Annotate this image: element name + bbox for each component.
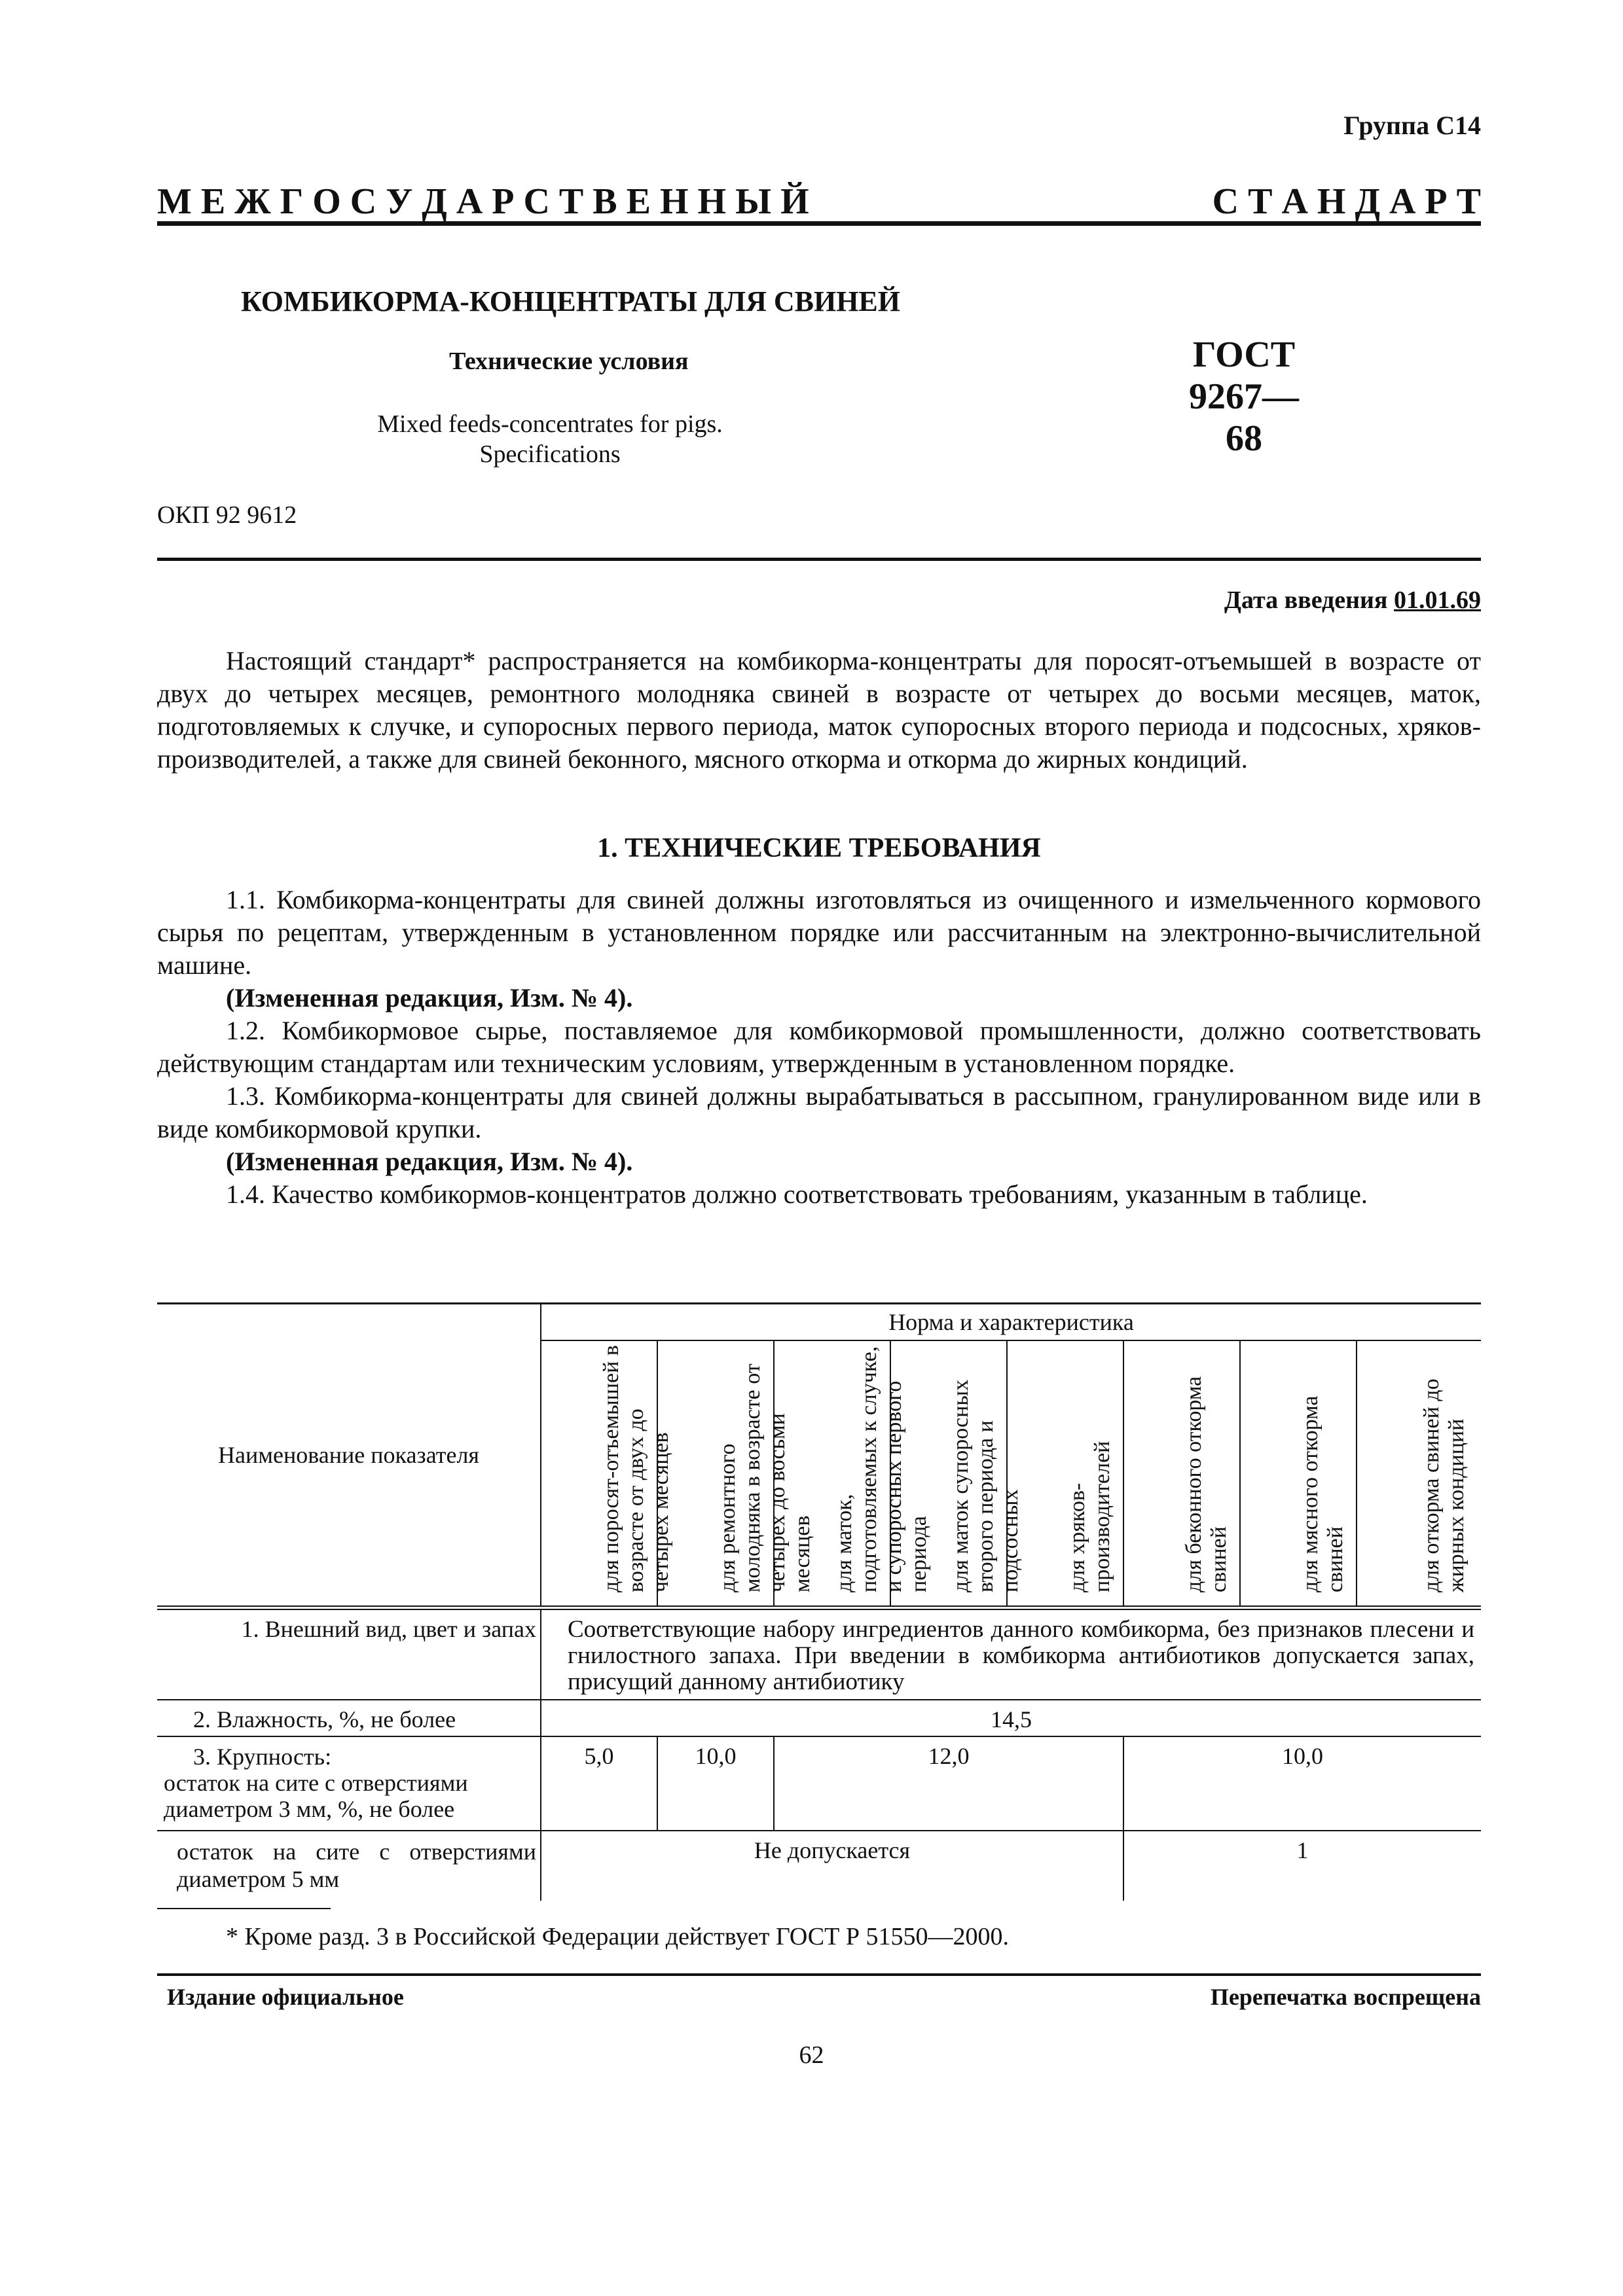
clause-1-1-note: (Измененная редакция, Изм. № 4). xyxy=(226,983,633,1013)
row-3-label-title: 3. Крупность: xyxy=(193,1744,332,1770)
row-3-value-4: 10,0 xyxy=(1123,1736,1481,1831)
clause-1-1: 1.1. Комбикорма-концентраты для свиней должны изготовляться из очищенного и измельченного кормового сырья по рецептам, утвержденным в установленном порядке или рассчитанным на электронно-вычислительной машине. xyxy=(157,885,1481,980)
clause-1-4: 1.4. Качество комбикормов-концентратов должно соответствовать требованиям, указанным в таблице. xyxy=(226,1179,1368,1209)
column-header-8 xyxy=(1357,1340,1481,1607)
banner-left: М Е Ж Г О С У Д А Р С Т В Е Н Н Ы Й xyxy=(157,181,809,222)
column-header-4 xyxy=(890,1340,1023,1607)
date-label: Дата введения xyxy=(1224,586,1394,614)
column-header-2-text: для ремонтного молодняка в возрасте от четырех до восьми месяцев xyxy=(716,1363,814,1592)
reprint-notice: Перепечатка воспрещена xyxy=(1210,1984,1481,2010)
introduction-date xyxy=(1224,586,1481,615)
indicator-header: Наименование показателя xyxy=(157,1304,541,1608)
column-header-1-text: для поросят-отъемышей в возрасте от двух до четырех месяцев xyxy=(599,1345,673,1592)
english-title-line2: Specifications xyxy=(479,440,621,468)
clause-1-3-note: (Измененная редакция, Изм. № 4). xyxy=(226,1147,633,1176)
page-number: 62 xyxy=(799,2041,824,2069)
gost-code: 9267—68 xyxy=(1189,376,1299,459)
row-3-value-1: 5,0 xyxy=(541,1736,657,1831)
clause-1-3: 1.3. Комбикорма-концентраты для свиней должны вырабатываться в рассыпном, гранулированном виде или в виде комбикормовой крупки. xyxy=(157,1081,1481,1143)
official-edition: Издание официальное xyxy=(167,1984,404,2010)
footnote: * Кроме разд. 3 в Российской Федерации действует ГОСТ Р 51550—2000. xyxy=(226,1923,1009,1950)
row-1-label: 1. Внешний вид, цвет и запах xyxy=(157,1608,541,1700)
column-header-7-text: для мясного откорма свиней xyxy=(1298,1395,1347,1592)
column-header-5 xyxy=(1007,1340,1123,1607)
gost-number xyxy=(1172,334,1316,459)
column-header-1 xyxy=(541,1340,673,1607)
row-4-value-1: Не допускается xyxy=(541,1831,1123,1901)
row-3-label xyxy=(157,1736,541,1831)
standard-banner xyxy=(157,175,1481,228)
banner-right: С Т А Н Д А Р Т xyxy=(1212,181,1481,222)
row-4-label: остаток на сите с отверстиями диаметром 5 мм xyxy=(157,1831,541,1901)
english-title xyxy=(367,409,733,469)
row-2-value: 14,5 xyxy=(541,1700,1481,1736)
row-4-value-2: 1 xyxy=(1296,1837,1309,1863)
section-title: 1. ТЕХНИЧЕСКИЕ ТРЕБОВАНИЯ xyxy=(597,833,1041,863)
footer-rule xyxy=(157,1973,1481,1976)
column-header-3-text: для маток, подготовляемых к случке, и супоросных первого периода xyxy=(832,1346,931,1592)
table-row xyxy=(157,1736,1481,1831)
quality-table xyxy=(157,1302,1481,1901)
column-header-8-text: для откорма свиней до жирных кондиций xyxy=(1419,1378,1468,1592)
table-row xyxy=(157,1608,1481,1700)
table-row xyxy=(157,1700,1481,1736)
column-header-3 xyxy=(774,1340,931,1607)
group-label: Группа С14 xyxy=(1343,111,1481,140)
row-3-value-2: 10,0 xyxy=(657,1736,774,1831)
row-2-label: 2. Влажность, %, не более xyxy=(157,1700,541,1736)
table-row xyxy=(157,1831,1481,1901)
intro-paragraph: Настоящий стандарт* распространяется на комбикорма-концентраты для поросят-отъемышей в возрасте от двух до четырех месяцев, ремонтного молодняка свиней в возрасте от четырех до восьми месяцев, маток, подготовляемых к случке, и супоросных первого периода, маток супоросных второго периода и подсосных, хряков-производителей, а также для свиней беконного, мясного откорма и откорма до жирных кондиций. xyxy=(157,646,1481,774)
clauses-block xyxy=(157,884,1481,1211)
okp-code: ОКП 92 9612 xyxy=(157,501,297,529)
column-header-6-text: для беконного откорма свиней xyxy=(1182,1376,1231,1592)
top-rule xyxy=(157,221,1481,226)
header-rule xyxy=(157,558,1481,561)
column-header-4-text: для маток супоросных второго периода и подсосных xyxy=(949,1379,1023,1592)
clause-1-2: 1.2. Комбикормовое сырье, поставляемое для комбикормовой промышленности, должно соответствовать действующим стандартам или техническим условиям, утвержденным в установленном порядке. xyxy=(157,1016,1481,1078)
norm-header: Норма и характеристика xyxy=(541,1304,1481,1341)
row-3-value-3: 12,0 xyxy=(774,1736,1123,1831)
english-title-line1: Mixed feeds-concentrates for pigs. xyxy=(377,410,723,438)
date-value: 01.01.69 xyxy=(1394,586,1481,614)
column-header-7 xyxy=(1240,1340,1357,1607)
column-header-6 xyxy=(1123,1340,1240,1607)
row-3-label-detail: остаток на сите с отверстиями диаметром 3 мм, %, не более xyxy=(164,1770,468,1822)
column-header-2 xyxy=(657,1340,814,1607)
gost-label: ГОСТ xyxy=(1192,334,1296,375)
row-1-value: Соответствующие набору ингредиентов данного комбикорма, без признаков плесени и гнилостного запаха. При введении в комбикорма антибиотиков допускается запах, присущий данному антибиотику xyxy=(541,1608,1481,1700)
document-subtitle: Технические условия xyxy=(449,348,689,375)
footnote-rule xyxy=(157,1908,331,1909)
column-header-5-text: для хряков-производителей xyxy=(1065,1441,1114,1592)
document-title: КОМБИКОРМА-КОНЦЕНТРАТЫ ДЛЯ СВИНЕЙ xyxy=(241,285,900,317)
